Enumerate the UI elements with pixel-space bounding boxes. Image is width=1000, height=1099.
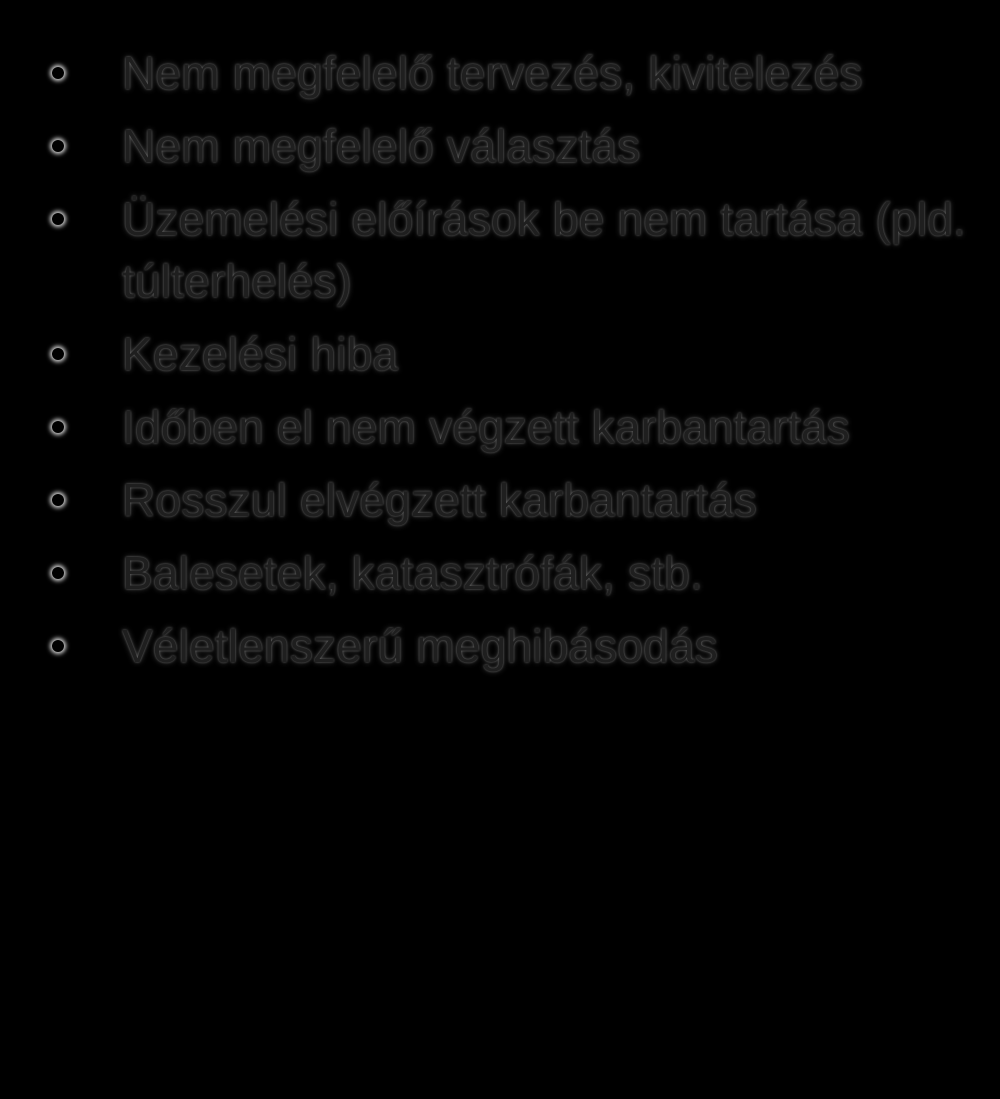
bullet-list [52, 42, 982, 688]
bullet-text: Nem megfelelő választás [122, 120, 641, 172]
bullet-text: Kezelési hiba [122, 328, 399, 380]
bullet-text: Rosszul elvégzett karbantartás [122, 474, 757, 526]
bullet-dot-icon [52, 421, 64, 433]
bullet-item-handling-error [52, 323, 982, 385]
bullet-item-late-maintenance [52, 396, 982, 458]
bullet-dot-icon [52, 567, 64, 579]
bullet-item-random-failure [52, 615, 982, 677]
bullet-item-wrong-selection [52, 115, 982, 177]
bullet-text: Üzemelési előírások be nem tartása (pld. túlterhelés) [122, 193, 967, 307]
bullet-text: Időben el nem végzett karbantartás [122, 401, 850, 453]
bullet-item-design-flaw [52, 42, 982, 104]
bullet-item-poor-maintenance [52, 469, 982, 531]
bullet-text: Véletlenszerű meghibásodás [122, 620, 718, 672]
bullet-dot-icon [52, 213, 64, 225]
bullet-item-operating-rules [52, 188, 982, 312]
bullet-dot-icon [52, 67, 64, 79]
bullet-dot-icon [52, 140, 64, 152]
bullet-dot-icon [52, 640, 64, 652]
bullet-text: Balesetek, katasztrófák, stb. [122, 547, 704, 599]
bullet-dot-icon [52, 348, 64, 360]
bullet-text: Nem megfelelő tervezés, kivitelezés [122, 47, 863, 99]
bullet-item-accidents [52, 542, 982, 604]
bullet-dot-icon [52, 494, 64, 506]
